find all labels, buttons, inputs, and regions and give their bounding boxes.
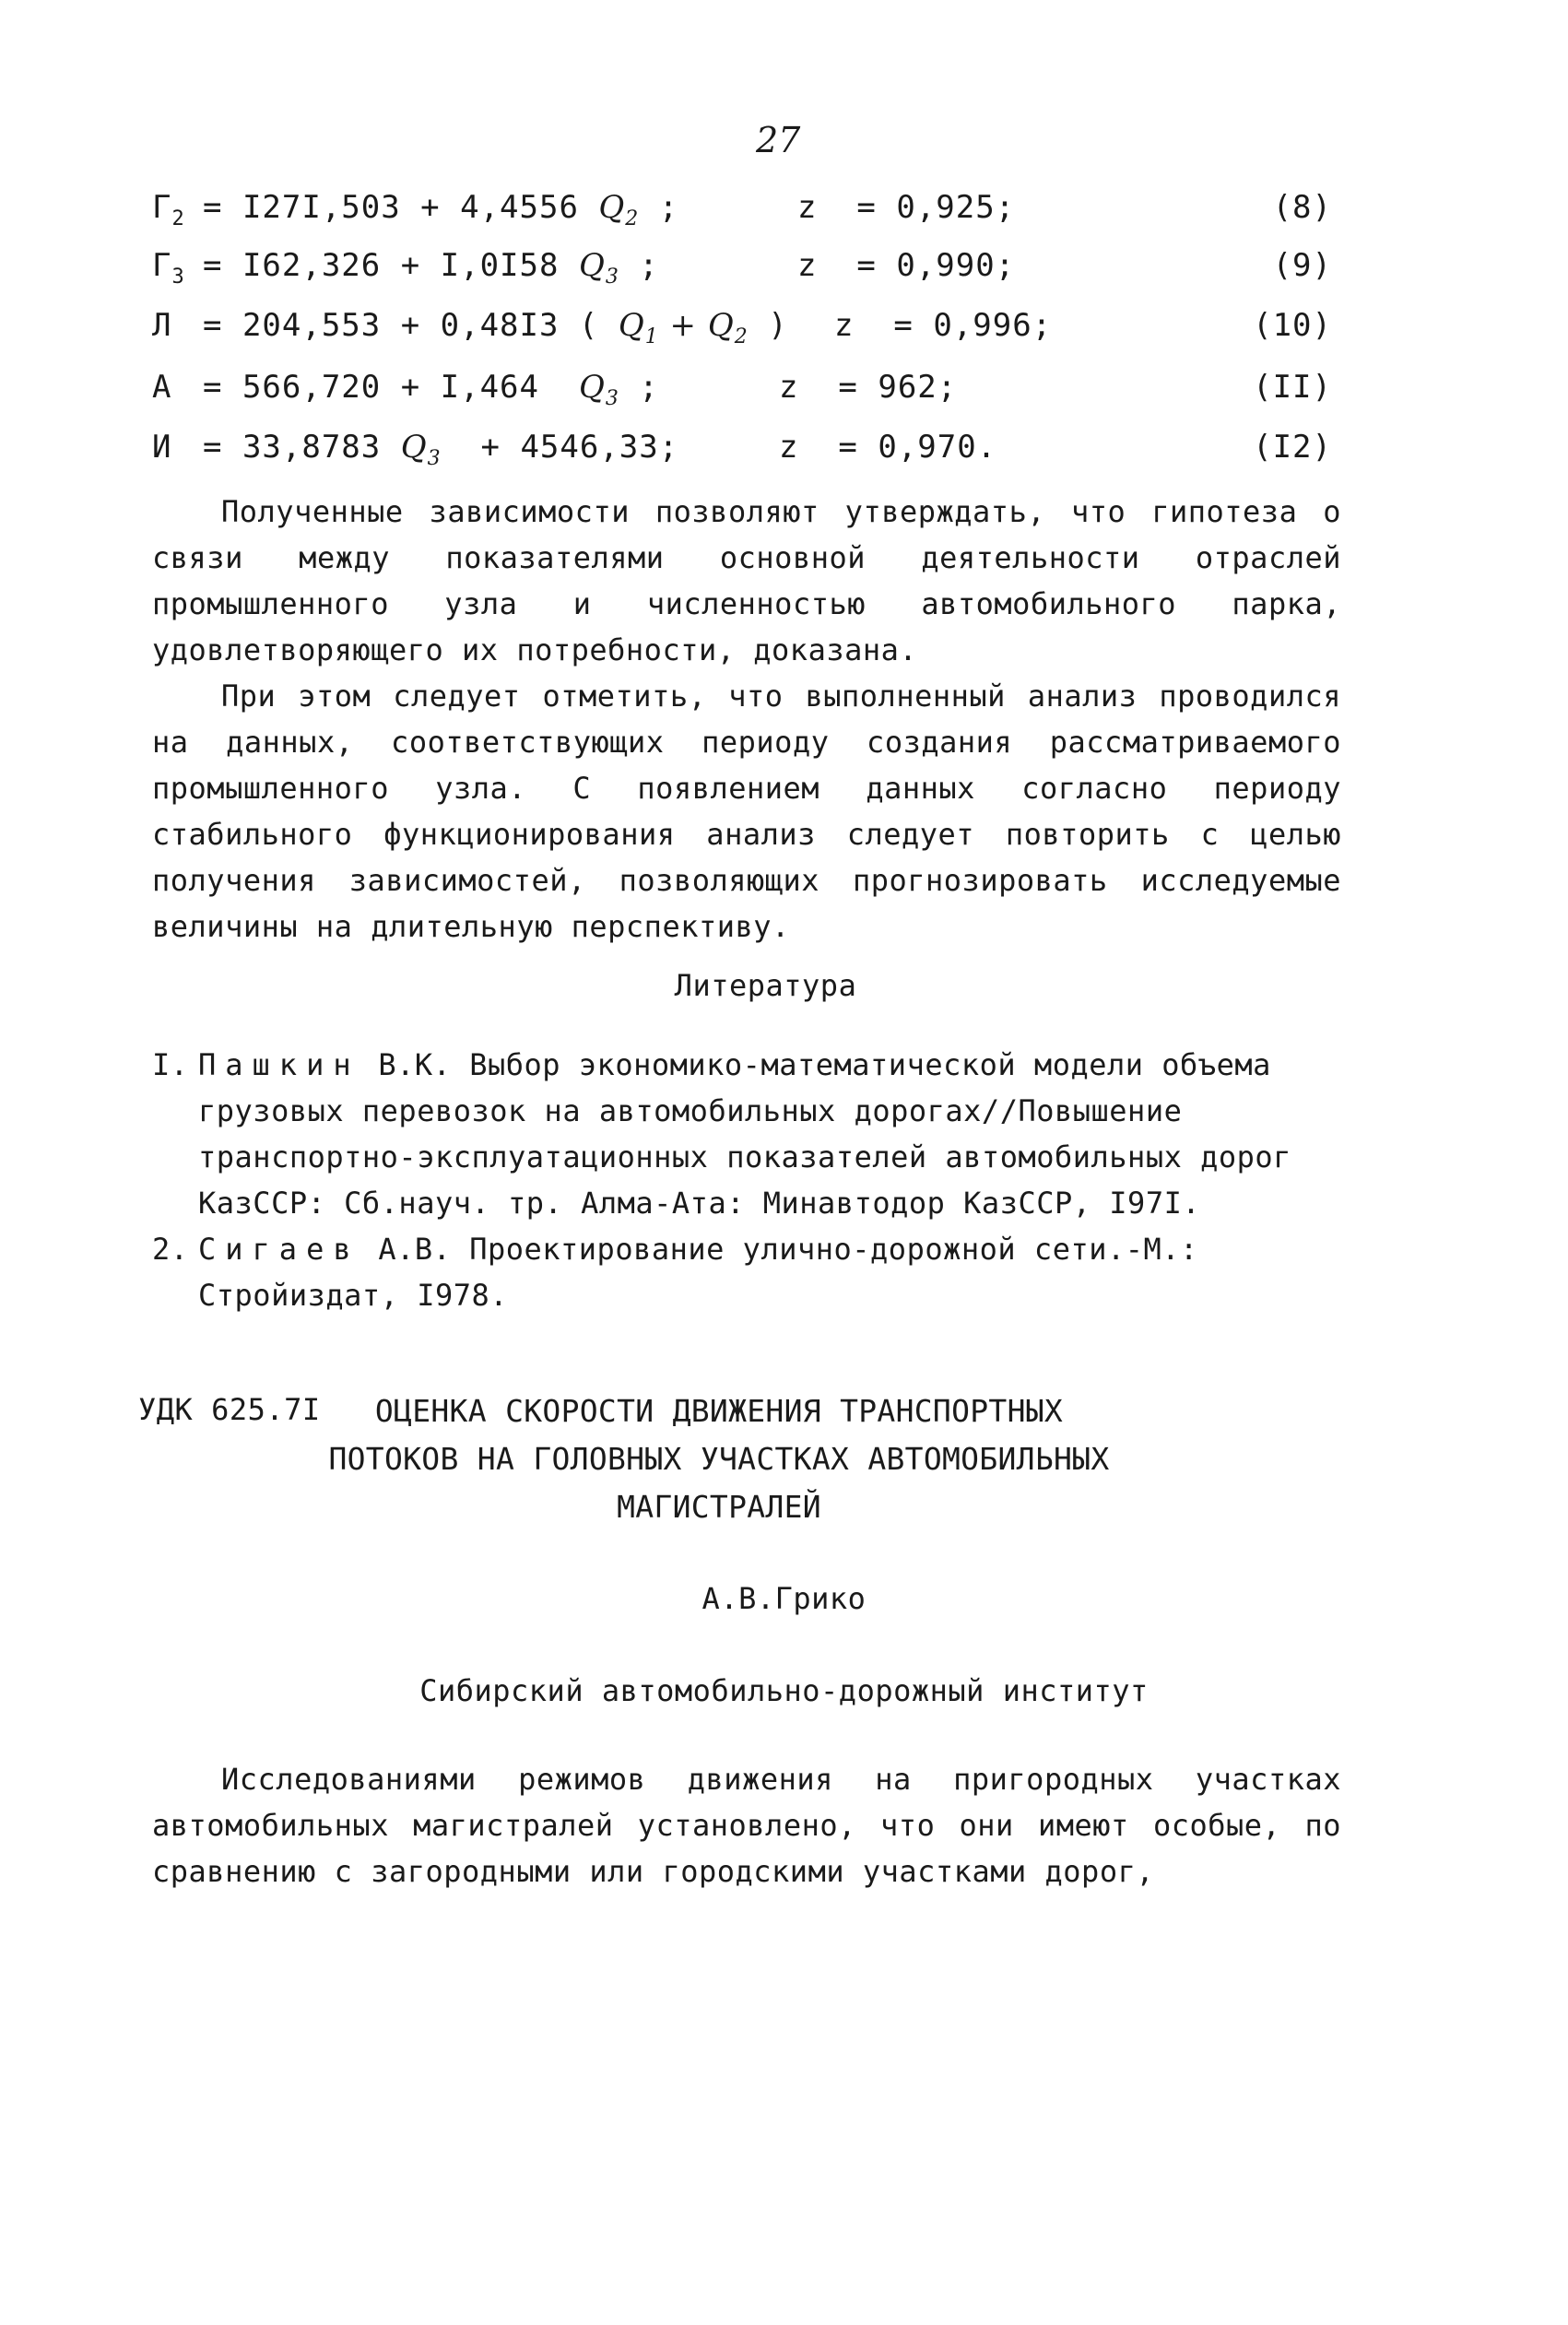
equation-number: (8) (1272, 189, 1332, 226)
reference-number: I. (152, 1047, 189, 1082)
equation-lhs: $Г_2$ (152, 189, 185, 230)
correlation-coefficient: z = 0,990; (797, 247, 1016, 284)
article-title-line: ПОТОКОВ НА ГОЛОВНЫХ УЧАСТКАХ АВТОМОБИЛЬНЫХ (328, 1441, 1110, 1477)
literature-heading: Литература (674, 968, 857, 1003)
equation-rhs: = I27I,503 + 4,4556 $Q_2$ ; (203, 189, 679, 230)
udk-code: УДК 625.7I (138, 1392, 321, 1427)
correlation-coefficient: z = 0,970. (779, 429, 997, 466)
reference-initials: В.К. (360, 1047, 470, 1082)
equation-9 (152, 247, 1332, 302)
article-author: А.В.Грико (701, 1581, 867, 1616)
reference-item (152, 1042, 1341, 1226)
correlation-coefficient: z = 962; (779, 369, 958, 406)
correlation-coefficient: z = 0,925; (797, 189, 1016, 226)
reference-body (198, 1042, 1341, 1226)
equation-12 (152, 429, 1332, 484)
reference-item (152, 1226, 1341, 1318)
reference-author: Пашкин (198, 1047, 360, 1082)
equation-rhs: = 204,553 + 0,48I3 ( $Q_1 + Q_2$ ) (203, 307, 788, 348)
equation-rhs: = I62,326 + I,0I58 $Q_3$ ; (203, 247, 659, 289)
equation-lhs: Л (152, 307, 172, 344)
equation-lhs: А (152, 369, 172, 406)
reference-number: 2. (152, 1232, 189, 1267)
paragraph-conclusion: Полученные зависимости позволяют утверждать, что гипотеза о связи между показателями основной деятельности отраслей промышленного узла и численностью автомобильного парка, удовлетворяющего их потребности, доказана. (152, 494, 1341, 667)
equation-rhs: = 566,720 + I,464 $Q_3$ ; (203, 369, 659, 410)
article-title (304, 1387, 1134, 1531)
article-title-line: ОЦЕНКА СКОРОСТИ ДВИЖЕНИЯ ТРАНСПОРТНЫХ (374, 1393, 1064, 1429)
paragraph-analysis-note: При этом следует отметить, что выполненный анализ проводился на данных, соответствующих периоду создания рассматриваемого промышленного узла. С появлением данных согласно периоду стабильного функционирования анализ следует повторить с целью получения зависимостей, позволяющих прогнозировать исследуемые величины на длительную перспективу. (152, 679, 1341, 944)
equation-lhs: И (152, 429, 172, 466)
equation-number: (10) (1253, 307, 1332, 344)
reference-author: Сигаев (198, 1232, 360, 1267)
page-number: 27 (756, 120, 801, 160)
correlation-coefficient: z = 0,996; (834, 307, 1053, 344)
article-institution: Сибирский автомобильно-дорожный институт (419, 1673, 1149, 1708)
reference-initials: А.В. (360, 1232, 470, 1267)
reference-text: Проектирование улично-дорожной сети.-М.: Стройиздат, I978. (198, 1232, 1198, 1313)
equation-rhs: = 33,8783 $Q_3 + 4546,33$; (203, 429, 679, 470)
equation-8 (152, 189, 1332, 244)
equation-10 (152, 307, 1332, 362)
reference-text: Выбор экономико-математической модели объема грузовых перевозок на автомобильных дорогах//Повышение транспортно-эксплуатационных показателей автомобильных дорог КазССР: Сб.науч. тр. Алма-Ата: Минавтодор КазССР, I97I. (198, 1047, 1291, 1221)
equation-number: (II) (1253, 369, 1332, 406)
article-title-line: МАГИСТРАЛЕЙ (617, 1489, 821, 1525)
equation-number: (I2) (1253, 429, 1332, 466)
paragraph-intro: Исследованиями режимов движения на пригородных участках автомобильных магистралей установлено, что они имеют особые, по сравнению с загородными или городскими участками дорог, (152, 1762, 1341, 1889)
equation-lhs: $Г_3$ (152, 247, 185, 289)
reference-body (198, 1226, 1341, 1318)
equation-11 (152, 369, 1332, 424)
equation-number: (9) (1272, 247, 1332, 284)
